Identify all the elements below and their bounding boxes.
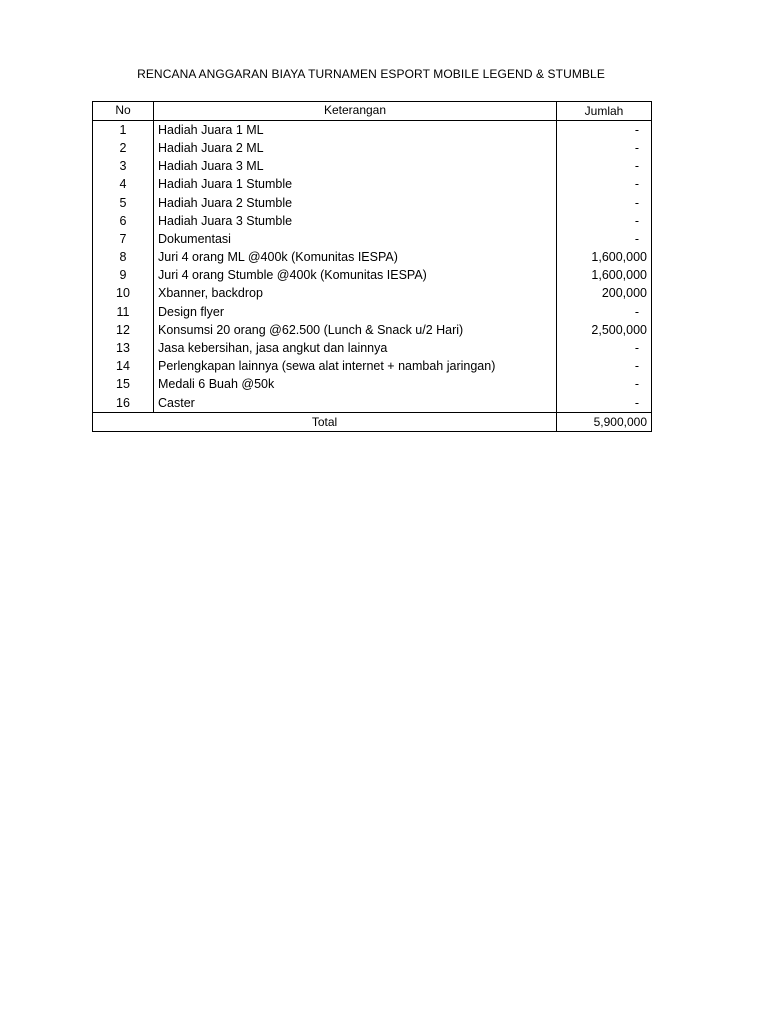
row-number: 7 [93,230,154,248]
row-description: Juri 4 orang Stumble @400k (Komunitas IESPA) [154,267,557,285]
row-description: Xbanner, backdrop [154,285,557,303]
table-row [93,285,652,303]
row-number: 3 [93,158,154,176]
row-amount: - [557,394,652,413]
row-amount: - [557,194,652,212]
header-jumlah: Jumlah [557,102,652,121]
row-amount: - [557,376,652,394]
table-row [93,303,652,321]
row-number: 13 [93,339,154,357]
table-row [93,267,652,285]
document-title: RENCANA ANGGARAN BIAYA TURNAMEN ESPORT MOBILE LEGEND & STUMBLE [137,67,605,81]
row-amount: - [557,358,652,376]
total-row [93,413,652,432]
total-label: Total [93,413,557,432]
row-number: 10 [93,285,154,303]
row-number: 2 [93,139,154,157]
row-description: Dokumentasi [154,230,557,248]
row-amount: - [557,121,652,140]
table-header-row [93,102,652,121]
table-row [93,158,652,176]
row-amount: - [557,303,652,321]
row-amount: 200,000 [557,285,652,303]
table-body [93,121,652,413]
row-amount: - [557,139,652,157]
row-number: 4 [93,176,154,194]
row-amount: - [557,212,652,230]
row-amount: - [557,230,652,248]
table-row [93,394,652,413]
row-description: Hadiah Juara 3 Stumble [154,212,557,230]
row-description: Jasa kebersihan, jasa angkut dan lainnya [154,339,557,357]
table-row [93,358,652,376]
row-number: 8 [93,249,154,267]
table-row [93,139,652,157]
table-row [93,121,652,140]
table-row [93,339,652,357]
row-amount: - [557,158,652,176]
row-description: Perlengkapan lainnya (sewa alat internet + nambah jaringan) [154,358,557,376]
row-amount: 2,500,000 [557,321,652,339]
total-value: 5,900,000 [557,413,652,432]
row-description: Design flyer [154,303,557,321]
row-number: 11 [93,303,154,321]
table-row [93,376,652,394]
row-description: Caster [154,394,557,413]
row-description: Hadiah Juara 3 ML [154,158,557,176]
row-number: 15 [93,376,154,394]
row-amount: - [557,176,652,194]
row-description: Juri 4 orang ML @400k (Komunitas IESPA) [154,249,557,267]
row-description: Hadiah Juara 1 Stumble [154,176,557,194]
row-description: Hadiah Juara 2 ML [154,139,557,157]
row-description: Hadiah Juara 2 Stumble [154,194,557,212]
row-description: Hadiah Juara 1 ML [154,121,557,140]
row-number: 6 [93,212,154,230]
row-amount: 1,600,000 [557,267,652,285]
row-amount: - [557,339,652,357]
table-row [93,194,652,212]
row-number: 12 [93,321,154,339]
header-no: No [93,102,154,121]
budget-table [92,101,652,432]
row-number: 9 [93,267,154,285]
row-number: 14 [93,358,154,376]
table-row [93,212,652,230]
row-description: Konsumsi 20 orang @62.500 (Lunch & Snack u/2 Hari) [154,321,557,339]
row-amount: 1,600,000 [557,249,652,267]
table-row [93,176,652,194]
row-description: Medali 6 Buah @50k [154,376,557,394]
row-number: 1 [93,121,154,140]
table-row [93,230,652,248]
row-number: 16 [93,394,154,413]
row-number: 5 [93,194,154,212]
header-keterangan: Keterangan [154,102,557,121]
table-row [93,321,652,339]
table-row [93,249,652,267]
